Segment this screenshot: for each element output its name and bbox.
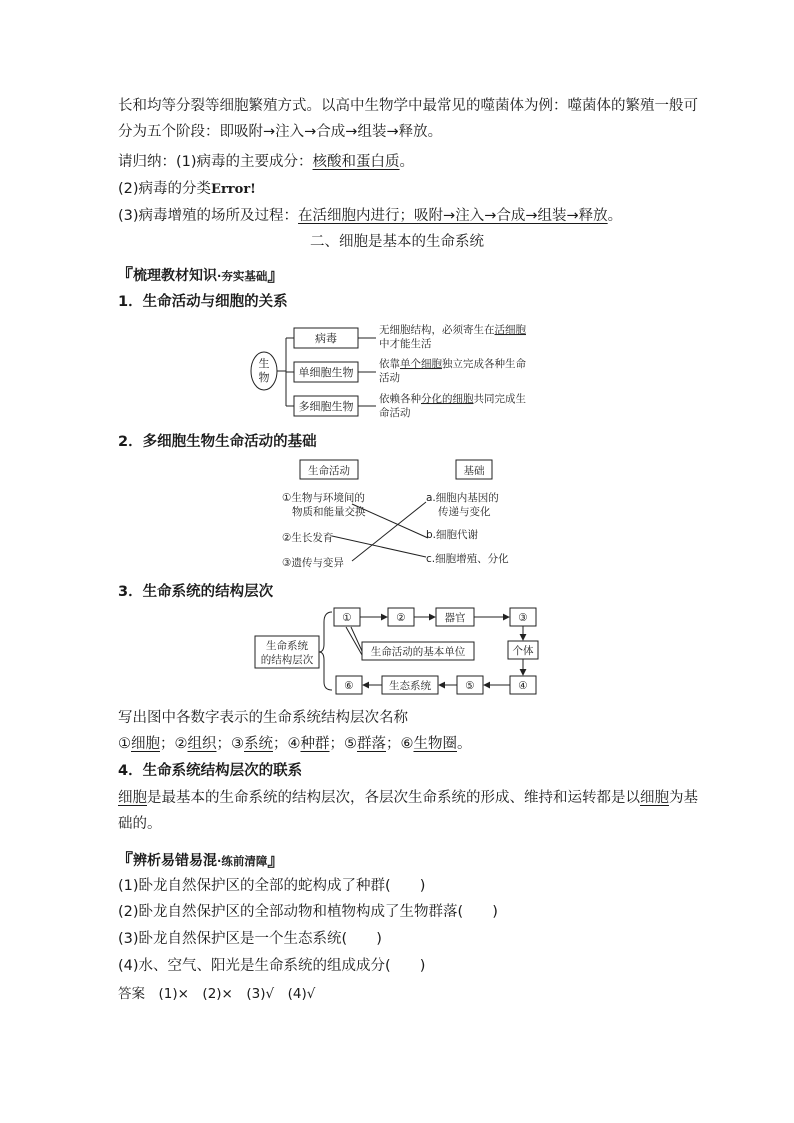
node-multicell: 多细胞生物 — [298, 400, 354, 413]
level-4: ④ — [518, 680, 528, 692]
item2-title-pre: 2．多细胞 — [118, 434, 187, 450]
bracket-close: 』 — [267, 851, 285, 871]
item3-answers — [118, 734, 472, 754]
q1-answer: 核酸和蛋白质 — [312, 154, 400, 170]
ans-1-num: ① — [118, 736, 131, 752]
bracket-open: 『 — [116, 266, 133, 286]
item1-title: 1．生命活动与细胞的关系 — [118, 294, 288, 310]
ans-3-num: ③ — [231, 736, 244, 752]
level-organ: 器官 — [444, 612, 466, 624]
ans-2-num: ② — [174, 736, 188, 752]
judge-1: (1)卧龙自然保护区的全部的蛇构成了种群( ) — [118, 878, 426, 894]
item4-p1 — [118, 788, 698, 808]
box-header-2 — [116, 845, 284, 870]
level-label-2: 的结构层次 — [260, 654, 314, 666]
callout-text: 生命活动的基本单位 — [370, 646, 466, 658]
item2-title — [118, 432, 317, 452]
q2-error: Error! — [211, 182, 256, 197]
q1-end: 。 — [399, 154, 415, 170]
summary-q3 — [118, 206, 622, 226]
judge-4: (4)水、空气、阳光是生命系统的组成成分( ) — [118, 958, 426, 974]
diagram-life-cell-relation — [240, 318, 560, 422]
box-header-1-sub: ·夯实基础 — [217, 269, 268, 283]
desc-virus-2: 中才能生活 — [379, 338, 432, 350]
item4-u2: 细胞 — [640, 790, 669, 806]
ans-5: 群落 — [357, 736, 386, 752]
root-char-2: 物 — [258, 371, 270, 384]
diagram-multicell-basis — [270, 456, 530, 572]
level-label-1: 生命系统 — [266, 640, 308, 652]
q3-answer: 在活细胞内进行；吸附→注入→合成→组装→释放 — [298, 208, 608, 224]
item3-title: 3．生命系统的结构层次 — [118, 584, 274, 600]
box-header-2-sub: ·练前清障 — [217, 854, 268, 868]
end: 。 — [457, 736, 472, 752]
sep: ； — [386, 736, 401, 752]
root-char-1: 生 — [258, 357, 270, 370]
left-1-l2: 物质和能量交换 — [292, 506, 366, 518]
level-5: ⑤ — [465, 680, 475, 692]
box-header-1 — [116, 260, 284, 285]
level-1: ① — [342, 612, 352, 624]
diagram-structure-levels — [250, 604, 550, 700]
left-3: ③遗传与变异 — [282, 557, 344, 569]
ans-4-num: ④ — [287, 736, 301, 752]
bracket-close: 』 — [267, 266, 285, 286]
item4-end: 为基 — [669, 790, 698, 806]
box-header-1-main: 梳理教材知识 — [133, 268, 217, 284]
right-a-l1: a.细胞内基因的 — [426, 492, 499, 504]
sep: ； — [216, 736, 231, 752]
ans-5-num: ⑤ — [344, 736, 357, 752]
item2-title-bold: 生物生命 — [186, 434, 245, 450]
right-c: c.细胞增殖、分化 — [426, 553, 509, 565]
intro-line-1: 长和均等分裂等细胞繁殖方式。以高中生物学中最常见的噬菌体为例：噬菌体的繁殖一般可 — [118, 98, 698, 114]
section-title: 二、细胞是基本的生命系统 — [310, 234, 484, 250]
item4-mid: 是最基本的生命系统的结构层次，各层次生命系统的形成、维持和运转都是以 — [147, 790, 640, 806]
ans-2: 组织 — [187, 736, 217, 752]
left-1-l1: ①生物与环境间的 — [282, 492, 365, 504]
sep: ； — [273, 736, 288, 752]
ans-6: 生物圈 — [413, 736, 457, 752]
level-3: ③ — [518, 612, 528, 624]
item4-u1: 细胞 — [118, 790, 147, 806]
intro-line-2: 分为五个阶段：即吸附→注入→合成→组装→释放。 — [118, 124, 443, 140]
node-virus: 病毒 — [315, 332, 337, 345]
q3-prefix: (3)病毒增殖的场所及过程： — [118, 208, 299, 224]
desc-multicell-2: 命活动 — [379, 407, 411, 419]
right-a-l2: 传递与变化 — [438, 506, 491, 518]
item4-title: 4．生命系统结构层次的联系 — [118, 763, 303, 779]
level-individual: 个体 — [512, 645, 534, 657]
level-ecosystem: 生态系统 — [389, 680, 431, 692]
box-header-2-main: 辨析易错易混 — [133, 853, 217, 869]
sep: ； — [329, 736, 344, 752]
desc-unicell-2: 活动 — [379, 372, 400, 384]
q3-end: 。 — [607, 208, 623, 224]
bracket-open: 『 — [116, 851, 133, 871]
desc-virus-1: 无细胞结构，必须寄生在活细胞 — [379, 324, 526, 336]
left-header: 生命活动 — [308, 465, 350, 477]
right-header: 基础 — [463, 465, 485, 477]
sep: ； — [160, 736, 175, 752]
item2-title-post: 活动的基础 — [244, 434, 317, 450]
desc-multicell-1: 依赖各种分化的细胞共同完成生 — [379, 393, 526, 405]
ans-1: 细胞 — [131, 736, 160, 752]
level-6: ⑥ — [344, 680, 354, 692]
ans-6-num: ⑥ — [400, 736, 414, 752]
node-unicell: 单细胞生物 — [298, 366, 354, 379]
answer-line: 答案 (1)× (2)× (3)√ (4)√ — [118, 986, 316, 1002]
ans-4: 种群 — [300, 736, 330, 752]
summary-q1 — [118, 152, 414, 172]
judge-2: (2)卧龙自然保护区的全部动物和植物构成了生物群落( ) — [118, 904, 498, 920]
item3-question: 写出图中各数字表示的生命系统结构层次名称 — [118, 710, 408, 726]
desc-unicell-1: 依靠单个细胞独立完成各种生命 — [379, 358, 526, 370]
item4-p2: 础的。 — [118, 816, 162, 832]
ans-3: 系统 — [244, 736, 273, 752]
level-2: ② — [396, 612, 406, 624]
q1-prefix: 请归纳：(1)病毒的主要成分： — [118, 154, 313, 170]
left-2: ②生长发育 — [282, 532, 334, 544]
judge-3: (3)卧龙自然保护区是一个生态系统( ) — [118, 931, 382, 947]
summary-q2 — [118, 179, 256, 200]
right-b: b.细胞代谢 — [426, 529, 479, 541]
q2-prefix: (2)病毒的分类 — [118, 181, 212, 197]
